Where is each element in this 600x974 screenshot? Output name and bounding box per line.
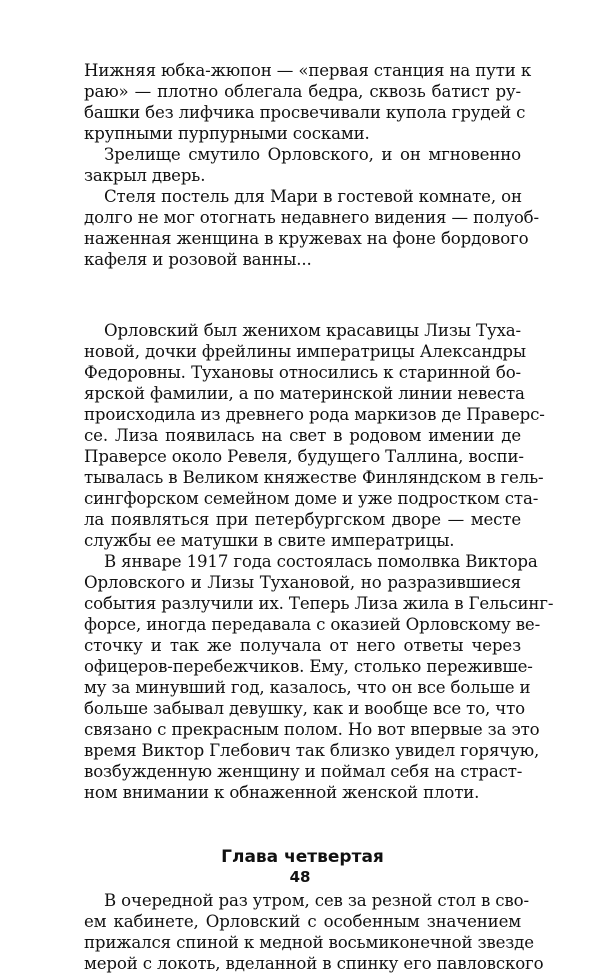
text-line: связано с прекрасным полом. Но вот впервые за это — [84, 720, 540, 739]
text-line: Стеля постель для Мари в гостевой комнате, он — [104, 187, 522, 206]
text-line: Орловский был женихом красавицы Лизы Туха- — [104, 321, 521, 340]
text-line: Орловского и Лизы Тухановой, но разразившиеся — [84, 573, 521, 592]
text-line: форсе, иногда передавала с оказией Орловскому ве- — [84, 615, 541, 634]
text-line: сточку и так же получала от него ответы через — [84, 636, 521, 655]
text-line: новой, дочки фрейлины императрицы Александры — [84, 342, 526, 361]
text-line: Федоровны. Тухановы относились к старинной бо- — [84, 363, 521, 382]
text-line: Зрелище смутило Орловского, и он мгновенно — [104, 145, 521, 164]
text-line: В январе 1917 года состоялась помолвка Виктора — [104, 552, 538, 571]
text-line: башки без лифчика просвечивали купола грудей с — [84, 103, 526, 122]
text-line: мерой с локоть, вделанной в спинку его павловского — [84, 954, 544, 973]
text-line: В очередной раз утром, сев за резной стол в сво- — [104, 891, 529, 910]
text-line: прижался спиной к медной восьмиконечной звезде — [84, 933, 534, 952]
text-line: ном внимании к обнаженной женской плоти. — [84, 783, 480, 802]
text-line: Праверсе около Ревеля, будущего Таллина, воспи- — [84, 447, 524, 466]
text-line: ем кабинете, Орловский с особенным значением — [84, 912, 521, 931]
passage-2 — [84, 320, 554, 803]
page-number: 48 — [289, 868, 311, 886]
text-line: Нижняя юбка-жюпон — «первая станция на пути к — [84, 61, 532, 80]
text-line: му за минувший год, казалось, что он все больше и — [84, 678, 531, 697]
text-line: крупными пурпурными сосками. — [84, 124, 370, 143]
text-line: время Виктор Глебович так близко увидел горячую, — [84, 741, 540, 760]
text-line: кафеля и розовой ванны... — [84, 250, 312, 269]
text-line: тывалась в Великом княжестве Финляндском в гель- — [84, 468, 544, 487]
text-line: наженная женщина в кружевах на фоне бордового — [84, 229, 529, 248]
text-line: ла появляться при петербургском дворе — месте — [84, 510, 521, 529]
text-line: возбужденную женщину и поймал себя на страст- — [84, 762, 523, 781]
text-line: сингфорском семейном доме и уже подростком ста- — [84, 489, 539, 508]
text-line: закрыл дверь. — [84, 166, 206, 185]
scene-break — [84, 270, 521, 320]
chapter-title: Глава четвертая — [221, 847, 384, 867]
book-page — [84, 60, 554, 974]
text-line: больше забывал девушку, как и вообще все то, что — [84, 699, 525, 718]
passage-1 — [84, 60, 539, 270]
text-line: события разлучили их. Теперь Лиза жила в Гельсинг- — [84, 594, 554, 613]
text-line: долго не мог отогнать недавнего видения — полуоб- — [84, 208, 539, 227]
text-line: офицеров-перебежчиков. Ему, столько пережившe- — [84, 657, 533, 676]
text-line: раю» — плотно облегала бедра, сквозь батист ру- — [84, 82, 521, 101]
text-line: службы ее матушки в свите императрицы. — [84, 531, 455, 550]
passage-3 — [84, 890, 544, 974]
text-line: происходила из древнего рода маркизов де Праверс- — [84, 405, 545, 424]
text-line: ярской фамилии, а по материнской линии невеста — [84, 384, 525, 403]
text-line: се. Лиза появилась на свет в родовом имении де — [84, 426, 521, 445]
